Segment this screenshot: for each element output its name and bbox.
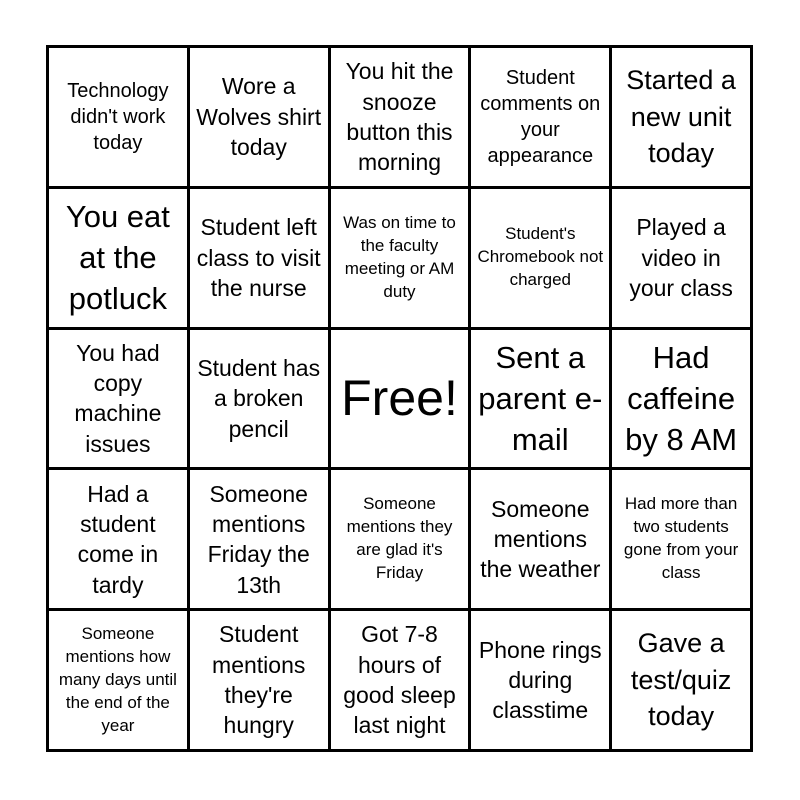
bingo-cell-3-1[interactable]: You had copy machine issues <box>49 330 187 468</box>
bingo-cell-1-2[interactable]: Wore a Wolves shirt today <box>190 48 328 186</box>
bingo-cell-2-1[interactable]: You eat at the potluck <box>49 189 187 327</box>
bingo-cell-2-5[interactable]: Played a video in your class <box>612 189 750 327</box>
bingo-cell-4-3[interactable]: Someone mentions they are glad it's Friday <box>331 470 469 608</box>
bingo-cell-5-3[interactable]: Got 7-8 hours of good sleep last night <box>331 611 469 749</box>
bingo-cell-5-4[interactable]: Phone rings during classtime <box>471 611 609 749</box>
bingo-board <box>46 45 753 752</box>
bingo-cell-4-1[interactable]: Had a student come in tardy <box>49 470 187 608</box>
bingo-cell-2-4[interactable]: Student's Chromebook not charged <box>471 189 609 327</box>
bingo-cell-4-4[interactable]: Someone mentions the weather <box>471 470 609 608</box>
bingo-cell-5-1[interactable]: Someone mentions how many days until the end of the year <box>49 611 187 749</box>
bingo-cell-2-3[interactable]: Was on time to the faculty meeting or AM duty <box>331 189 469 327</box>
bingo-cell-1-3[interactable]: You hit the snooze button this morning <box>331 48 469 186</box>
bingo-cell-3-4[interactable]: Sent a parent e-mail <box>471 330 609 468</box>
bingo-cell-1-5[interactable]: Started a new unit today <box>612 48 750 186</box>
bingo-cell-4-5[interactable]: Had more than two students gone from your class <box>612 470 750 608</box>
bingo-cell-1-4[interactable]: Student comments on your appearance <box>471 48 609 186</box>
bingo-cell-3-2[interactable]: Student has a broken pencil <box>190 330 328 468</box>
bingo-cell-5-2[interactable]: Student mentions they're hungry <box>190 611 328 749</box>
bingo-cell-5-5[interactable]: Gave a test/quiz today <box>612 611 750 749</box>
bingo-cell-4-2[interactable]: Someone mentions Friday the 13th <box>190 470 328 608</box>
bingo-cell-2-2[interactable]: Student left class to visit the nurse <box>190 189 328 327</box>
bingo-free-space[interactable]: Free! <box>331 330 469 468</box>
bingo-cell-1-1[interactable]: Technology didn't work today <box>49 48 187 186</box>
bingo-cell-3-5[interactable]: Had caffeine by 8 AM <box>612 330 750 468</box>
